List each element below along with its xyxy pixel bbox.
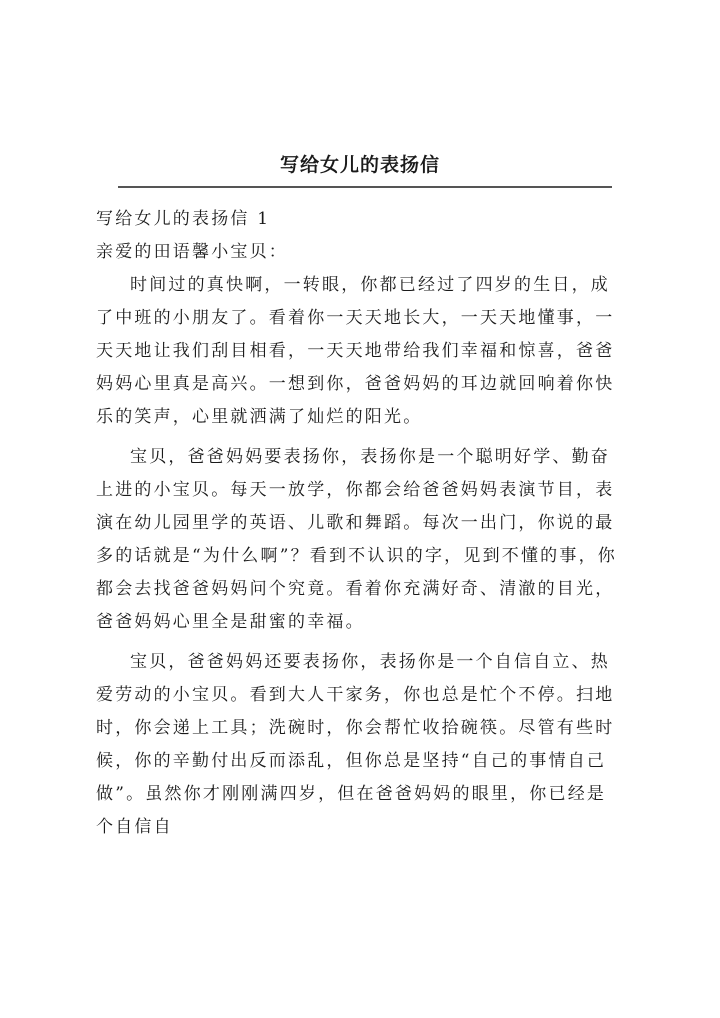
title-divider <box>118 186 612 188</box>
paragraph-2: 宝贝，爸爸妈妈要表扬你，表扬你是一个聪明好学、勤奋上进的小宝贝。每天一放学，你都会给爸爸妈妈表演节目，表演在幼儿园里学的英语、儿歌和舞蹈。每次一出门，你说的最多的话就是“为什么啊”？看到不认识的字，见到不懂的事，你都会去找爸爸妈妈问个究竟。看着你充满好奇、清澈的目光，爸爸妈妈心里全是甜蜜的幸福。 <box>96 447 617 632</box>
document-body <box>96 203 622 851</box>
letter-greeting: 亲爱的田语馨小宝贝： <box>96 242 288 262</box>
document-title: 写给女儿的表扬信 <box>279 154 440 176</box>
paragraph-3: 宝贝，爸爸妈妈还要表扬你，表扬你是一个自信自立、热爱劳动的小宝贝。看到大人干家务，你也总是忙个不停。扫地时，你会递上工具；洗碗时，你会帮忙收拾碗筷。尽管有些时候，你的辛勤付出反而添乱，但你总是坚持“自己的事情自己做”。虽然你才刚刚满四岁，但在爸爸妈妈的眼里，你已经是个自信自 <box>96 652 615 837</box>
letter-subtitle: 写给女儿的表扬信 1 <box>96 209 271 229</box>
paragraph-1: 时间过的真快啊，一转眼，你都已经过了四岁的生日，成了中班的小朋友了。看着你一天天地长大，一天天地懂事，一天天地让我们刮目相看，一天天地带给我们幸福和惊喜，爸爸妈妈心里真是高兴。一想到你，爸爸妈妈的耳边就回响着你快乐的笑声，心里就洒满了灿烂的阳光。 <box>96 275 615 427</box>
